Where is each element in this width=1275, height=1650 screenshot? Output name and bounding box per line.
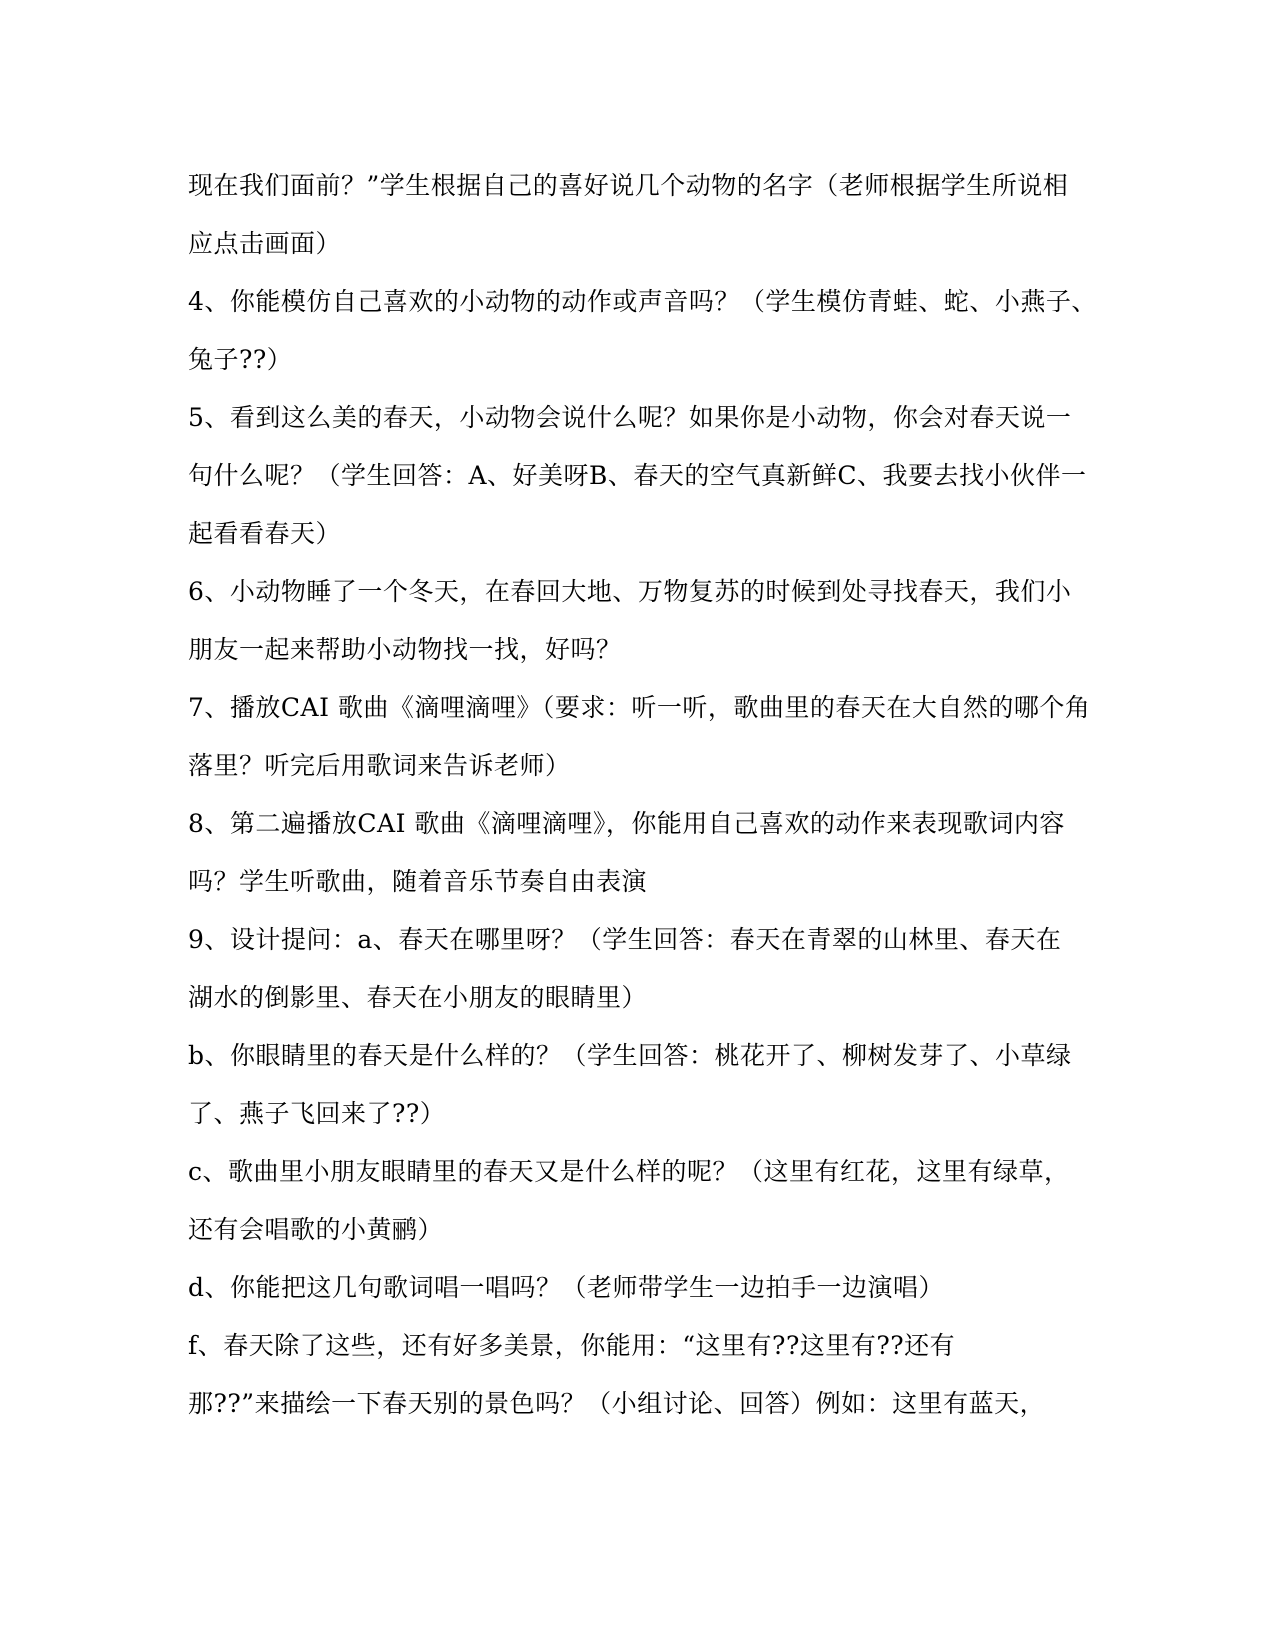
text-line: 了、燕子飞回来了??）: [188, 1099, 446, 1128]
text-line: 4、你能模仿自己喜欢的小动物的动作或声音吗？（学生模仿青蛙、蛇、小燕子、: [188, 287, 1097, 316]
text-line: 起看看春天）: [188, 519, 342, 548]
text-line: f、春天除了这些，还有好多美景，你能用：“这里有??这里有??还有: [188, 1331, 956, 1360]
text-line: 5、看到这么美的春天，小动物会说什么呢？如果你是小动物，你会对春天说一: [188, 403, 1072, 432]
text-line: 兔子??）: [188, 345, 293, 374]
text-line: b、你眼睛里的春天是什么样的？（学生回答：桃花开了、柳树发芽了、小草绿: [188, 1041, 1072, 1070]
text-line: d、你能把这几句歌词唱一唱吗？（老师带学生一边拍手一边演唱）: [188, 1273, 945, 1302]
text-line: 6、小动物睡了一个冬天，在春回大地、万物复苏的时候到处寻找春天，我们小: [188, 577, 1072, 606]
text-line: 落里？听完后用歌词来告诉老师）: [188, 751, 571, 780]
text-line: 朋友一起来帮助小动物找一找，好吗？: [188, 635, 622, 664]
text-line: 句什么呢？（学生回答：A、好美呀B、春天的空气真新鲜C、我要去找小伙伴一: [188, 461, 1087, 490]
text-line: 9、设计提问：a、春天在哪里呀？（学生回答：春天在青翠的山林里、春天在: [188, 925, 1062, 954]
text-line: 吗？学生听歌曲，随着音乐节奏自由表演: [188, 867, 648, 896]
text-line: 8、第二遍播放CAI 歌曲《滴哩滴哩》，你能用自己喜欢的动作来表现歌词内容: [188, 809, 1065, 838]
text-line: 还有会唱歌的小黄鹂）: [188, 1215, 444, 1244]
text-line: 那??”来描绘一下春天别的景色吗？（小组讨论、回答）例如：这里有蓝天，: [188, 1389, 1046, 1418]
text-line: 现在我们面前？”学生根据自己的喜好说几个动物的名字（老师根据学生所说相: [188, 171, 1069, 200]
text-line: 湖水的倒影里、春天在小朋友的眼睛里）: [188, 983, 648, 1012]
text-line: 应点击画面）: [188, 229, 342, 258]
text-line: c、歌曲里小朋友眼睛里的春天又是什么样的呢？（这里有红花，这里有绿草，: [188, 1157, 1070, 1186]
text-line: 7、播放CAI 歌曲《滴哩滴哩》（要求：听一听，歌曲里的春天在大自然的哪个角: [188, 693, 1091, 722]
